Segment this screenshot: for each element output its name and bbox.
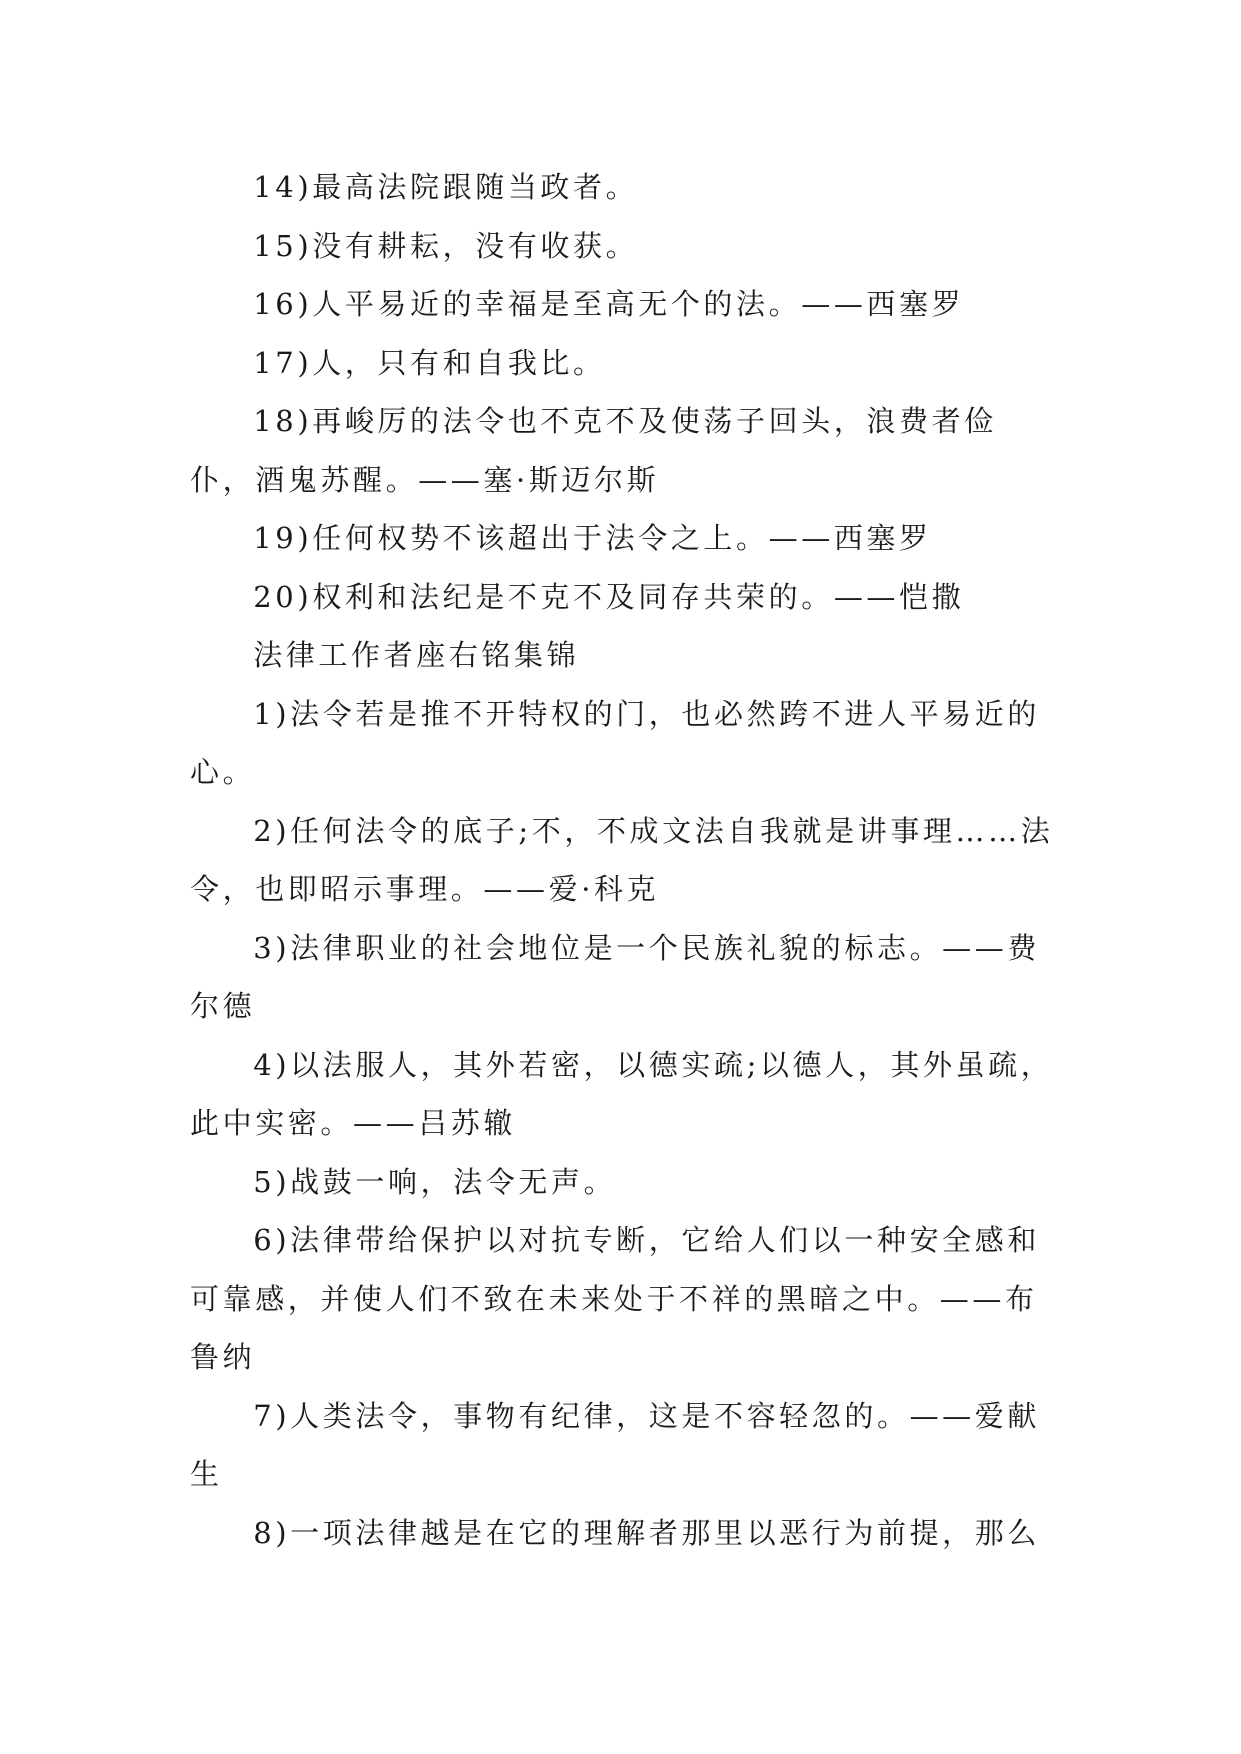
quote-paragraph: 4)以法服人，其外若密，以德实疏;以德人，其外虽疏，此中实密。——吕苏辙 (190, 1047, 1054, 1140)
quote-paragraph: 16)人平易近的幸福是至高无个的法。——西塞罗 (253, 287, 965, 321)
quote-paragraph: 5)战鼓一响，法令无声。 (253, 1164, 617, 1199)
quote-paragraph: 17)人，只有和自我比。 (253, 345, 606, 380)
quote-paragraph: 18)再峻厉的法令也不克不及使荡子回头，浪费者俭仆，酒鬼苏醒。——塞·斯迈尔斯 (190, 404, 997, 497)
quote-paragraph: 2)任何法令的底子;不，不成文法自我就是讲事理……法令，也即昭示事理。——爱·科克 (190, 813, 1054, 906)
quote-paragraph: 19)任何权势不该超出于法令之上。——西塞罗 (253, 521, 932, 555)
quote-paragraph: 14)最高法院跟随当政者。 (253, 170, 639, 204)
quote-paragraph: 15)没有耕耘，没有收获。 (253, 228, 639, 263)
quote-paragraph: 6)法律带给保护以对抗专断，它给人们以一种安全感和可靠感，并使人们不致在未来处于不祥的黑暗之中。——布鲁纳 (190, 1223, 1040, 1374)
document-body (190, 158, 1060, 1562)
quote-paragraph: 3)法律职业的社会地位是一个民族礼貌的标志。——费尔德 (190, 930, 1040, 1023)
quote-paragraph: 1)法令若是推不开特权的门，也必然跨不进人平易近的心。 (190, 696, 1040, 789)
quote-paragraph: 8)一项法律越是在它的理解者那里以恶行为前提，那么 (253, 1515, 1040, 1550)
quote-paragraph: 20)权利和法纪是不克不及同存共荣的。——恺撒 (253, 579, 965, 614)
section-heading: 法律工作者座右铭集锦 (253, 638, 580, 672)
quote-paragraph: 7)人类法令，事物有纪律，这是不容轻忽的。——爱献生 (190, 1398, 1040, 1491)
